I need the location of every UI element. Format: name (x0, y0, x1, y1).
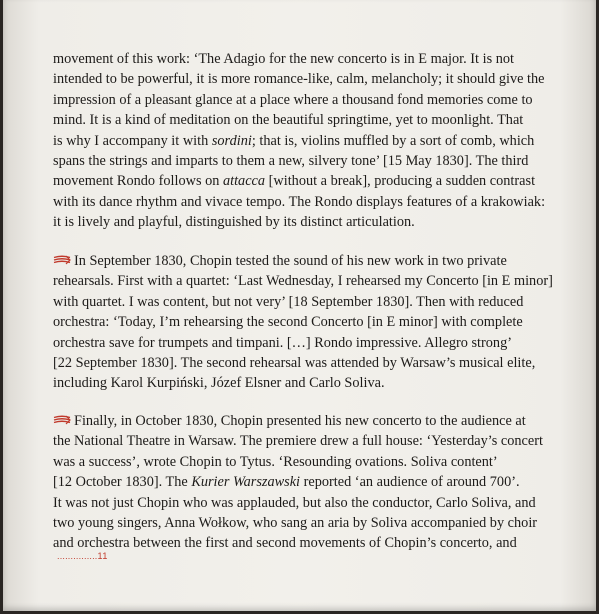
text-line: impression of a pleasant glance at a place where a thousand fond memories come to (53, 91, 533, 108)
text-line: the National Theatre in Warsaw. The premiere drew a full house: ‘Yesterday’s concert (53, 433, 543, 450)
text-line: [12 October 1830]. The Kurier Warszawski reported ‘an audience of around 700’. (53, 474, 520, 491)
text-line: is why I accompany it with sordini; that is, violins muffled by a sort of comb, which (53, 132, 535, 149)
text-line-content: Finally, in October 1830, Chopin presented his new concerto to the audience at (74, 413, 526, 429)
text-line: movement of this work: ‘The Adagio for the new concerto is in E major. It is not (53, 51, 514, 67)
section-marker-icon (53, 255, 71, 265)
text-line: movement Rondo follows on attacca [without a break], producing a sudden contrast (53, 173, 536, 190)
text-line: spans the strings and imparts to them a new, silvery tone’ [15 May 1830]. The third (53, 153, 529, 170)
leader-dots: ............... (57, 551, 98, 561)
text-line: with quartet. I was content, but not very’ [18 September 1830]. Then with reduced (53, 293, 524, 310)
text-line: with its dance rhythm and vivace tempo. The Rondo displays features of a krakowiak: (53, 193, 546, 210)
page-number (57, 551, 108, 561)
paragraph-adagio (53, 49, 573, 233)
text-line-content: In September 1830, Chopin tested the sound of his new work in two private (74, 253, 507, 269)
text-line: [22 September 1830]. The second rehearsal was attended by Warsaw’s musical elite, (53, 355, 536, 372)
book-page (3, 0, 596, 611)
text-line (53, 411, 573, 431)
text-line: orchestra: ‘Today, I’m rehearsing the second Concerto [in E minor] with complete (53, 314, 523, 331)
text-line (53, 251, 573, 271)
text-line: two young singers, Anna Wołkow, who sang an aria by Soliva accompanied by choir (53, 515, 538, 532)
text-line: including Karol Kurpiński, Józef Elsner and Carlo Soliva. (53, 375, 385, 392)
text-line: intended to be powerful, it is more romance-like, calm, melancholy; it should give the (53, 71, 545, 88)
text-line: rehearsals. First with a quartet: ‘Last Wednesday, I rehearsed my Concerto [in E minor] (53, 273, 553, 290)
paragraph-rehearsals (53, 251, 573, 394)
paragraph-premiere (53, 411, 573, 554)
text-line: was a success’, wrote Chopin to Tytus. ‘Resounding ovations. Soliva content’ (53, 453, 498, 470)
section-marker-icon (53, 415, 71, 425)
text-line: mind. It is a kind of meditation on the beautiful springtime, yet to moonlight. That (53, 112, 524, 129)
text-line: and orchestra between the first and second movements of Chopin’s concerto, and (53, 535, 517, 552)
page-number-value: 11 (97, 551, 108, 561)
text-line: It was not just Chopin who was applauded, but also the conductor, Carlo Soliva, and (53, 494, 536, 511)
text-line: it is lively and playful, distinguished by its distinct articulation. (53, 214, 415, 231)
text-line: orchestra save for trumpets and timpani. […] Rondo impressive. Allegro strong’ (53, 334, 512, 351)
